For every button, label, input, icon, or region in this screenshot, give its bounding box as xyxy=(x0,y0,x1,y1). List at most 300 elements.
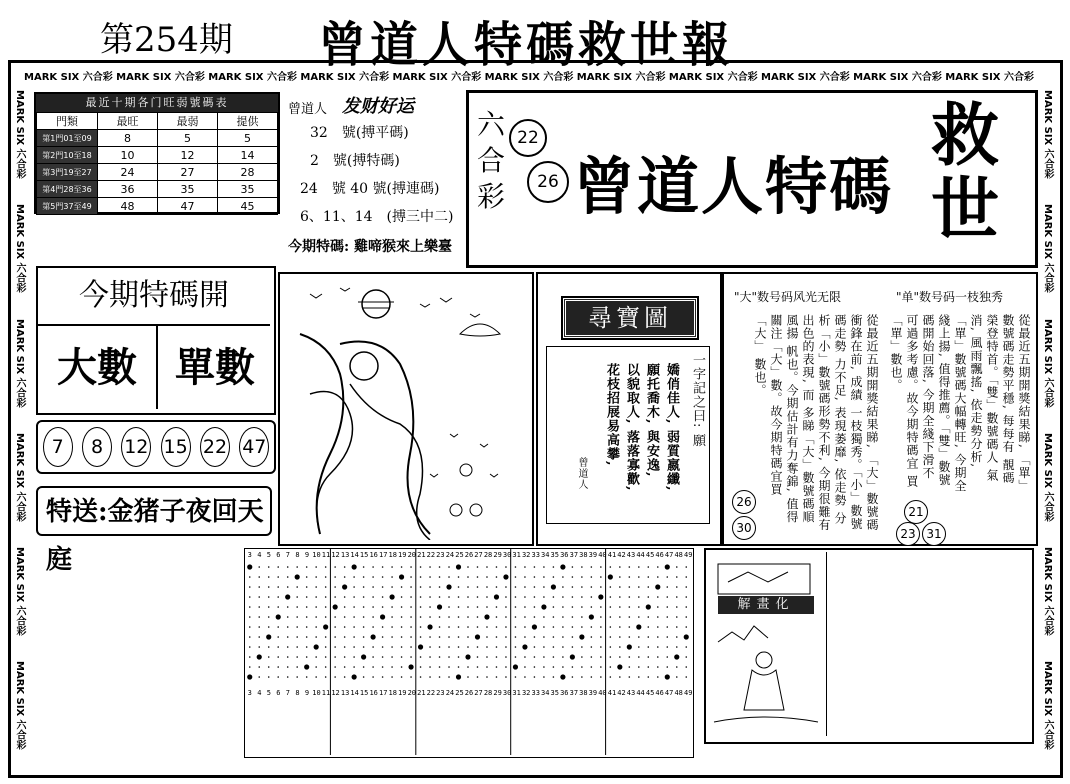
grid-dot xyxy=(524,566,526,568)
grid-header-number: 46 xyxy=(655,551,664,559)
column-header: 門類 xyxy=(37,113,98,130)
tips-panel xyxy=(280,92,452,262)
watermark: MARK SIX 六合彩 xyxy=(14,661,25,750)
grid-dot xyxy=(363,566,365,568)
grid-dot-hit xyxy=(389,594,394,599)
grid-dot xyxy=(325,566,327,568)
grid-dot xyxy=(448,596,450,598)
grid-dot xyxy=(382,636,384,638)
grid-dot xyxy=(372,626,374,628)
grid-dot xyxy=(382,576,384,578)
analysis-line: 多睇「大」數號碼順風揚 xyxy=(785,314,815,524)
watermark: MARK SIX 六合彩 xyxy=(761,72,850,83)
grid-header-number: 21 xyxy=(417,551,426,559)
grid-dot xyxy=(638,586,640,588)
grid-dot xyxy=(572,646,574,648)
grid-dot xyxy=(562,626,564,628)
grid-dot xyxy=(315,666,317,668)
grid-dot xyxy=(534,586,536,588)
grid-dot xyxy=(534,666,536,668)
number-trend-grid xyxy=(244,548,694,758)
grid-dot xyxy=(543,636,545,638)
grid-dot xyxy=(553,576,555,578)
grid-dot xyxy=(334,656,336,658)
number-ball: 12 xyxy=(121,427,151,467)
number-ball: 7 xyxy=(43,427,73,467)
number-ball: 8 xyxy=(82,427,112,467)
grid-dot-hit xyxy=(427,624,432,629)
grid-dot xyxy=(629,636,631,638)
issue-number: 第254期 xyxy=(100,20,233,60)
number-ball: 47 xyxy=(239,427,269,467)
cold-cell: 35 xyxy=(158,181,218,198)
grid-dot xyxy=(258,576,260,578)
grid-dot-hit xyxy=(608,574,613,579)
grid-header-number: 6 xyxy=(276,551,281,559)
grid-dot-hit xyxy=(665,674,670,679)
grid-dot xyxy=(258,636,260,638)
grid-dot xyxy=(372,646,374,648)
grid-dot xyxy=(496,676,498,678)
grid-dot xyxy=(382,586,384,588)
grid-dot xyxy=(420,606,422,608)
watermark: MARK SIX 六合彩 xyxy=(1042,90,1053,179)
circled-number: 30 xyxy=(732,516,756,540)
grid-header-number: 39 xyxy=(588,689,598,697)
table-row xyxy=(37,164,278,181)
grid-dot xyxy=(496,606,498,608)
grid-header-number: 30 xyxy=(502,689,512,697)
analysis-line: 數也。 xyxy=(753,357,767,397)
grid-dot xyxy=(638,566,640,568)
grid-header-number: 19 xyxy=(398,689,407,697)
grid-dot xyxy=(296,656,298,658)
watermark: MARK SIX 六合彩 xyxy=(14,547,25,636)
grid-dot xyxy=(420,586,422,588)
grid-dot xyxy=(420,626,422,628)
grid-dot xyxy=(448,626,450,628)
grid-header-number: 43 xyxy=(626,551,636,559)
grid-dot xyxy=(647,566,649,568)
grid-dot-hit xyxy=(598,594,603,599)
grid-header-number: 23 xyxy=(436,551,445,559)
grid-dot-hit xyxy=(484,614,489,619)
circled-number: 21 xyxy=(904,500,928,524)
treasure-panel xyxy=(536,272,722,546)
grid-dot xyxy=(666,616,668,618)
grid-dot xyxy=(666,626,668,628)
grid-dot xyxy=(363,586,365,588)
grid-dot xyxy=(382,666,384,668)
grid-dot-hit xyxy=(333,604,338,609)
grid-header-number: 22 xyxy=(426,551,436,559)
grid-dot xyxy=(372,576,374,578)
grid-dot xyxy=(505,596,507,598)
door-range: 01至09 xyxy=(63,133,92,143)
grid-dot xyxy=(610,656,612,658)
grid-dot xyxy=(306,596,308,598)
grid-dot xyxy=(391,606,393,608)
grid-dot xyxy=(534,636,536,638)
door-cell xyxy=(37,181,98,198)
grid-dot xyxy=(306,586,308,588)
logo-ball-1: 22 xyxy=(509,119,547,157)
grid-dot xyxy=(553,626,555,628)
watermark: MARK SIX 六合彩 xyxy=(14,318,25,408)
grid-dot-hit xyxy=(247,564,252,569)
grid-dot-hit xyxy=(304,664,309,669)
grid-dot xyxy=(315,656,317,658)
grid-dot xyxy=(268,666,270,668)
grid-dot xyxy=(287,636,289,638)
grid-dot xyxy=(486,606,488,608)
grid-dot xyxy=(600,576,602,578)
grid-dot xyxy=(410,676,412,678)
grid-dot xyxy=(543,676,545,678)
grid-dot-hit xyxy=(371,634,376,639)
watermark: MARK SIX 六合彩 xyxy=(208,72,297,83)
grid-dot xyxy=(467,676,469,678)
grid-dot xyxy=(258,646,260,648)
grid-header-number: 35 xyxy=(550,689,559,697)
grid-dot xyxy=(372,656,374,658)
watermark: MARK SIX 六合彩 xyxy=(668,72,758,83)
grid-header-number: 12 xyxy=(331,551,340,559)
grid-dot xyxy=(496,636,498,638)
grid-header-number: 3 xyxy=(247,689,252,697)
grid-header-number: 29 xyxy=(493,551,502,559)
grid-dot-hit xyxy=(247,674,252,679)
grid-dot xyxy=(420,576,422,578)
grid-dot xyxy=(287,566,289,568)
grid-dot xyxy=(344,566,346,568)
grid-dot xyxy=(325,576,327,578)
door-cell xyxy=(37,147,98,164)
circled-number: 31 xyxy=(922,522,946,546)
grid-dot-hit xyxy=(465,654,470,659)
analysis-line: 氣消, 風雨飄搖, 依走勢分析, xyxy=(969,314,999,482)
riddle-line: 嬌俏佳人, 弱質嬴纖, xyxy=(664,363,679,492)
grid-dot xyxy=(534,646,536,648)
grid-dot xyxy=(486,576,488,578)
scholar-picture xyxy=(708,552,827,736)
door-range: 10至18 xyxy=(63,150,92,160)
grid-dot xyxy=(600,626,602,628)
grid-header-number: 36 xyxy=(560,551,569,559)
grid-header-number: 6 xyxy=(276,689,281,697)
grid-dot xyxy=(249,646,251,648)
grid-dot xyxy=(553,596,555,598)
grid-dot xyxy=(657,636,659,638)
grid-dot xyxy=(619,586,621,588)
grid-dot xyxy=(382,596,384,598)
grid-header-number: 15 xyxy=(359,551,369,559)
grid-dot xyxy=(268,616,270,618)
number-ball: 22 xyxy=(200,427,230,467)
grid-dot xyxy=(581,676,583,678)
grid-header-number: 28 xyxy=(483,551,493,559)
grid-header-number: 14 xyxy=(350,551,359,559)
grid-header-number: 13 xyxy=(340,689,350,697)
grid-dot xyxy=(581,566,583,568)
grid-dot xyxy=(685,626,687,628)
grid-dot xyxy=(258,616,260,618)
grid-dot xyxy=(591,666,593,668)
grid-dot xyxy=(439,586,441,588)
grid-header-number: 42 xyxy=(617,551,626,559)
grid-dot xyxy=(543,586,545,588)
grid-dot xyxy=(268,626,270,628)
grid-dot-hit xyxy=(532,624,537,629)
grid-dot xyxy=(496,646,498,648)
grid-dot xyxy=(534,656,536,658)
grid-dot xyxy=(524,626,526,628)
grid-dot xyxy=(420,676,422,678)
grid-dot xyxy=(553,656,555,658)
grid-dot xyxy=(515,576,517,578)
hot-cell: 48 xyxy=(98,198,158,215)
grid-dot xyxy=(306,566,308,568)
grid-header-number: 4 xyxy=(257,551,262,559)
grid-header-number: 21 xyxy=(417,689,426,697)
grid-dot xyxy=(277,586,279,588)
grid-dot xyxy=(372,676,374,678)
grid-header-number: 30 xyxy=(502,551,512,559)
grid-dot xyxy=(666,596,668,598)
column-header: 最弱 xyxy=(158,113,218,130)
grid-dot xyxy=(401,636,403,638)
grid-dot xyxy=(439,656,441,658)
grid-dot xyxy=(401,656,403,658)
grid-dot xyxy=(685,596,687,598)
analysis-odd-text xyxy=(888,314,1032,494)
grid-dot xyxy=(591,606,593,608)
analysis-line: 力不足, 表現萎靡, 依走勢 xyxy=(833,357,847,508)
grid-dot xyxy=(666,636,668,638)
grid-dot-hit xyxy=(285,594,290,599)
grid-dot xyxy=(363,676,365,678)
grid-dot xyxy=(591,576,593,578)
grid-header-number: 47 xyxy=(664,551,674,559)
grid-dot xyxy=(344,616,346,618)
grid-dot xyxy=(505,566,507,568)
grid-dot xyxy=(629,666,631,668)
opening-panel xyxy=(36,266,276,415)
grid-dot xyxy=(249,596,251,598)
grid-header-number: 14 xyxy=(350,689,359,697)
grid-dot xyxy=(572,676,574,678)
grid-dot xyxy=(496,566,498,568)
grid-dot xyxy=(372,606,374,608)
watermark-col-left xyxy=(12,90,27,750)
table-row xyxy=(37,130,278,147)
door-range: 28至36 xyxy=(63,184,92,194)
grid-dot xyxy=(334,666,336,668)
grid-dot xyxy=(505,636,507,638)
grid-header-number: 38 xyxy=(579,689,588,697)
grid-dot xyxy=(363,606,365,608)
grid-dot xyxy=(505,606,507,608)
grid-dot xyxy=(258,606,260,608)
grid-dot xyxy=(363,646,365,648)
analysis-line: 今期很難有出色的表現, 而 xyxy=(801,314,831,532)
grid-dot xyxy=(363,616,365,618)
grid-dot xyxy=(553,676,555,678)
grid-dot xyxy=(334,636,336,638)
grid-dot xyxy=(486,646,488,648)
grid-dot-hit xyxy=(266,634,271,639)
grid-dot xyxy=(505,666,507,668)
logo-big-text xyxy=(931,96,1000,250)
analysis-line: 「單」數號碼走勢平穩, 每每有 xyxy=(1001,314,1031,493)
grid-dot xyxy=(477,676,479,678)
grid-dot xyxy=(638,666,640,668)
grid-dot xyxy=(315,636,317,638)
grid-dot xyxy=(524,656,526,658)
grid-header-number: 47 xyxy=(664,689,674,697)
grid-dot xyxy=(315,606,317,608)
grid-dot xyxy=(458,586,460,588)
grid-dot xyxy=(543,616,545,618)
grid-dot xyxy=(562,666,564,668)
grid-dot xyxy=(420,566,422,568)
grid-dot xyxy=(543,576,545,578)
grid-dot xyxy=(505,676,507,678)
grid-dot xyxy=(515,596,517,598)
grid-dot xyxy=(439,646,441,648)
grid-dot-hit xyxy=(627,644,632,649)
grid-dot xyxy=(676,606,678,608)
grid-dot xyxy=(562,596,564,598)
grid-dot xyxy=(534,576,536,578)
offer-cell: 45 xyxy=(218,198,278,215)
grid-dot xyxy=(477,566,479,568)
analysis-line: 關注「大」數。故今期特碼宜買「大」 xyxy=(753,314,783,496)
grid-dot xyxy=(477,656,479,658)
logo-banner xyxy=(466,90,1038,268)
grid-dot xyxy=(486,666,488,668)
illustration-lady xyxy=(278,272,534,546)
grid-dot xyxy=(439,626,441,628)
grid-dot xyxy=(534,606,536,608)
watermark: MARK SIX 六合彩 xyxy=(14,90,25,179)
logo-big-char: 救 xyxy=(931,96,1000,176)
grid-dot xyxy=(515,606,517,608)
grid-dot xyxy=(562,576,564,578)
grid-dot xyxy=(296,566,298,568)
grid-dot xyxy=(505,626,507,628)
grid-dot xyxy=(467,626,469,628)
grid-dot xyxy=(353,596,355,598)
grid-dot xyxy=(676,666,678,668)
grid-dot xyxy=(505,646,507,648)
grid-dot xyxy=(515,646,517,648)
grid-dot xyxy=(515,636,517,638)
grid-dot xyxy=(420,656,422,658)
grid-dot xyxy=(619,636,621,638)
grid-dot xyxy=(410,586,412,588)
grid-dot xyxy=(638,616,640,618)
grid-header-number: 37 xyxy=(569,551,579,559)
grid-header-number: 17 xyxy=(378,551,388,559)
door-label: 第5門 xyxy=(42,201,64,211)
grid-header-number: 27 xyxy=(474,689,483,697)
grid-dot xyxy=(401,666,403,668)
grid-dot xyxy=(315,676,317,678)
grid-dot xyxy=(401,616,403,618)
grid-dot xyxy=(325,676,327,678)
grid-header-number: 32 xyxy=(521,689,531,697)
grid-dot xyxy=(600,646,602,648)
grid-dot xyxy=(296,676,298,678)
logo-main-text: 曾道人特碼 xyxy=(573,150,894,223)
grid-dot xyxy=(287,576,289,578)
grid-dot xyxy=(382,656,384,658)
watermark: MARK SIX 六合彩 xyxy=(484,72,574,83)
grid-dot xyxy=(534,596,536,598)
grid-header-number: 20 xyxy=(407,551,417,559)
grid-dot xyxy=(629,566,631,568)
grid-dot xyxy=(591,586,593,588)
grid-dot xyxy=(647,636,649,638)
grid-dot xyxy=(429,606,431,608)
grid-dot-hit xyxy=(314,644,319,649)
grid-dot-hit xyxy=(522,644,527,649)
grid-dot xyxy=(543,646,545,648)
grid-dot xyxy=(524,596,526,598)
grid-dot xyxy=(647,646,649,648)
watermark-row-top xyxy=(24,68,1034,83)
grid-dot xyxy=(477,616,479,618)
grid-dot xyxy=(353,646,355,648)
grid-dot xyxy=(553,646,555,648)
circled-number: 26 xyxy=(732,490,756,514)
grid-header-number: 4 xyxy=(257,689,262,697)
grid-dot xyxy=(685,676,687,678)
grid-header-number: 45 xyxy=(645,551,655,559)
grid-dot xyxy=(553,566,555,568)
special-send: 特送:金猪子夜回天庭 xyxy=(36,486,272,536)
grid-header-number: 36 xyxy=(560,689,569,697)
grid-dot xyxy=(372,666,374,668)
grid-dot xyxy=(515,676,517,678)
grid-dot xyxy=(420,636,422,638)
grid-dot xyxy=(448,636,450,638)
grid-dot xyxy=(666,606,668,608)
tip-three-two: 6、11、14 (搏三中二) xyxy=(300,209,454,225)
grid-dot xyxy=(647,656,649,658)
grid-header-number: 24 xyxy=(445,551,455,559)
grid-header-number: 13 xyxy=(340,551,350,559)
grid-dot xyxy=(372,616,374,618)
grid-dot xyxy=(591,626,593,628)
grid-dot xyxy=(657,596,659,598)
grid-dot xyxy=(467,666,469,668)
grid-dot xyxy=(600,666,602,668)
grid-dot xyxy=(353,636,355,638)
grid-dot xyxy=(277,566,279,568)
grid-header-number: 48 xyxy=(674,551,683,559)
grid-dot xyxy=(543,626,545,628)
grid-dot xyxy=(543,666,545,668)
analysis-line: 一枝獨秀。「小」數號碼走勢 xyxy=(833,314,863,531)
analysis-line: 可過多考慮。故今期特碼宜 xyxy=(905,314,919,470)
grid-dot xyxy=(524,576,526,578)
grid-dot xyxy=(657,576,659,578)
grid-dot xyxy=(258,666,260,668)
offer-cell: 5 xyxy=(218,130,278,147)
grid-header-number: 39 xyxy=(588,551,598,559)
